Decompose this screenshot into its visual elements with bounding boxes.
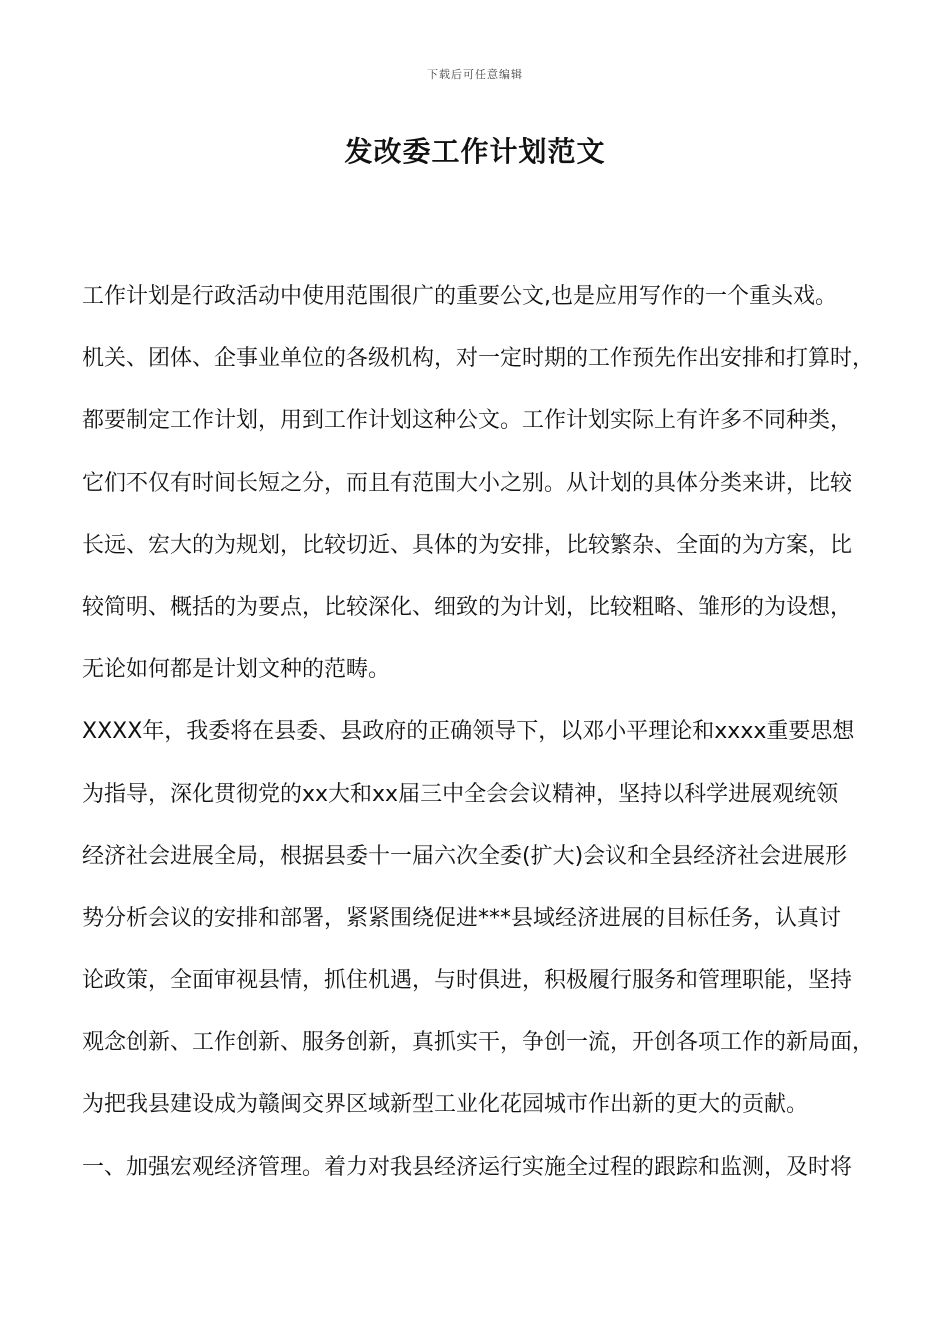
body-line: 无论如何都是计划文种的范畴。 [82, 657, 391, 683]
body-line: 为指导，深化贯彻党的xx大和xx届三中全会会议精神，坚持以科学进展观统领 [82, 781, 839, 807]
body-line: 一、加强宏观经济管理。着力对我县经济运行实施全过程的跟踪和监测，及时将 [82, 1154, 853, 1180]
body-line: 较简明、概括的为要点，比较深化、细致的为计划，比较粗略、雏形的为设想， [82, 594, 853, 620]
body-line: 为把我县建设成为赣闽交界区域新型工业化花园城市作出新的更大的贡献。 [82, 1092, 809, 1118]
body-line: XXXX年，我委将在县委、县政府的正确领导下，以邓小平理论和xxxx重要思想 [82, 719, 855, 745]
body-line: 经济社会进展全局，根据县委十一届六次全委(扩大)会议和全县经济社会进展形 [82, 843, 848, 869]
document-title: 发改委工作计划范文 [344, 135, 606, 168]
body-line: 都要制定工作计划，用到工作计划这种公文。工作计划实际上有许多不同种类， [82, 408, 853, 434]
body-line: 机关、团体、企事业单位的各级机构，对一定时期的工作预先作出安排和打算时， [82, 346, 875, 372]
document-body [82, 278, 882, 1211]
body-line: 论政策，全面审视县情，抓住机遇，与时俱进，积极履行服务和管理职能，坚持 [82, 968, 853, 994]
page-header-note: 下载后可任意编辑 [427, 68, 523, 81]
body-line: 势分析会议的安排和部署，紧紧围绕促进***县域经济进展的目标任务，认真讨 [82, 905, 842, 931]
body-line: 工作计划是行政活动中使用范围很广的重要公文,也是应用写作的一个重头戏。 [82, 284, 837, 309]
body-line: 长远、宏大的为规划，比较切近、具体的为安排，比较繁杂、全面的为方案，比 [82, 532, 853, 558]
body-line: 它们不仅有时间长短之分，而且有范围大小之别。从计划的具体分类来讲，比较 [82, 470, 853, 496]
body-line: 观念创新、工作创新、服务创新，真抓实干，争创一流，开创各项工作的新局面， [82, 1030, 875, 1056]
